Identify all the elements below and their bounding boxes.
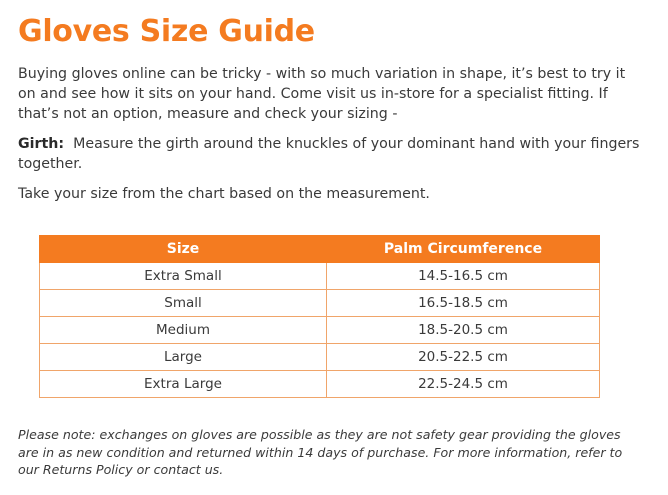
palm-cell: 14.5-16.5 cm bbox=[327, 263, 600, 290]
size-chart-table bbox=[39, 235, 600, 398]
size-cell: Extra Large bbox=[40, 371, 327, 398]
page-title: Gloves Size Guide bbox=[18, 14, 315, 49]
table-header-row bbox=[40, 236, 600, 263]
intro-paragraph: Buying gloves online can be tricky - with so much variation in shape, it’s best to try it on and see how it sits on your hand. Come visit us in-store for a specialist fitting. If that’s not an option, measure and check your sizing - bbox=[18, 66, 626, 122]
palm-cell: 20.5-22.5 cm bbox=[327, 344, 600, 371]
table-row bbox=[40, 317, 600, 344]
girth-text: Measure the girth around the knuckles of your dominant hand with your fingers together. bbox=[18, 136, 640, 172]
table-row bbox=[40, 371, 600, 398]
girth-label: Girth: bbox=[18, 136, 65, 152]
palm-cell: 16.5-18.5 cm bbox=[327, 290, 600, 317]
size-cell: Medium bbox=[40, 317, 327, 344]
palm-cell: 22.5-24.5 cm bbox=[327, 371, 600, 398]
table-row bbox=[40, 263, 600, 290]
girth-paragraph bbox=[18, 134, 643, 174]
table-row bbox=[40, 290, 600, 317]
header-size: Size bbox=[40, 236, 327, 263]
page-content bbox=[18, 12, 643, 477]
exchange-note: Please note: exchanges on gloves are possible as they are not safety gear providing the gloves are in as new condition and returned within 14 days of purchase. For more information, refer to our Returns Policy or contact us. bbox=[18, 427, 623, 477]
instruction-paragraph: Take your size from the chart based on the measurement. bbox=[18, 186, 430, 202]
header-palm-circumference: Palm Circumference bbox=[327, 236, 600, 263]
table-row bbox=[40, 344, 600, 371]
palm-cell: 18.5-20.5 cm bbox=[327, 317, 600, 344]
size-cell: Large bbox=[40, 344, 327, 371]
size-cell: Extra Small bbox=[40, 263, 327, 290]
size-cell: Small bbox=[40, 290, 327, 317]
